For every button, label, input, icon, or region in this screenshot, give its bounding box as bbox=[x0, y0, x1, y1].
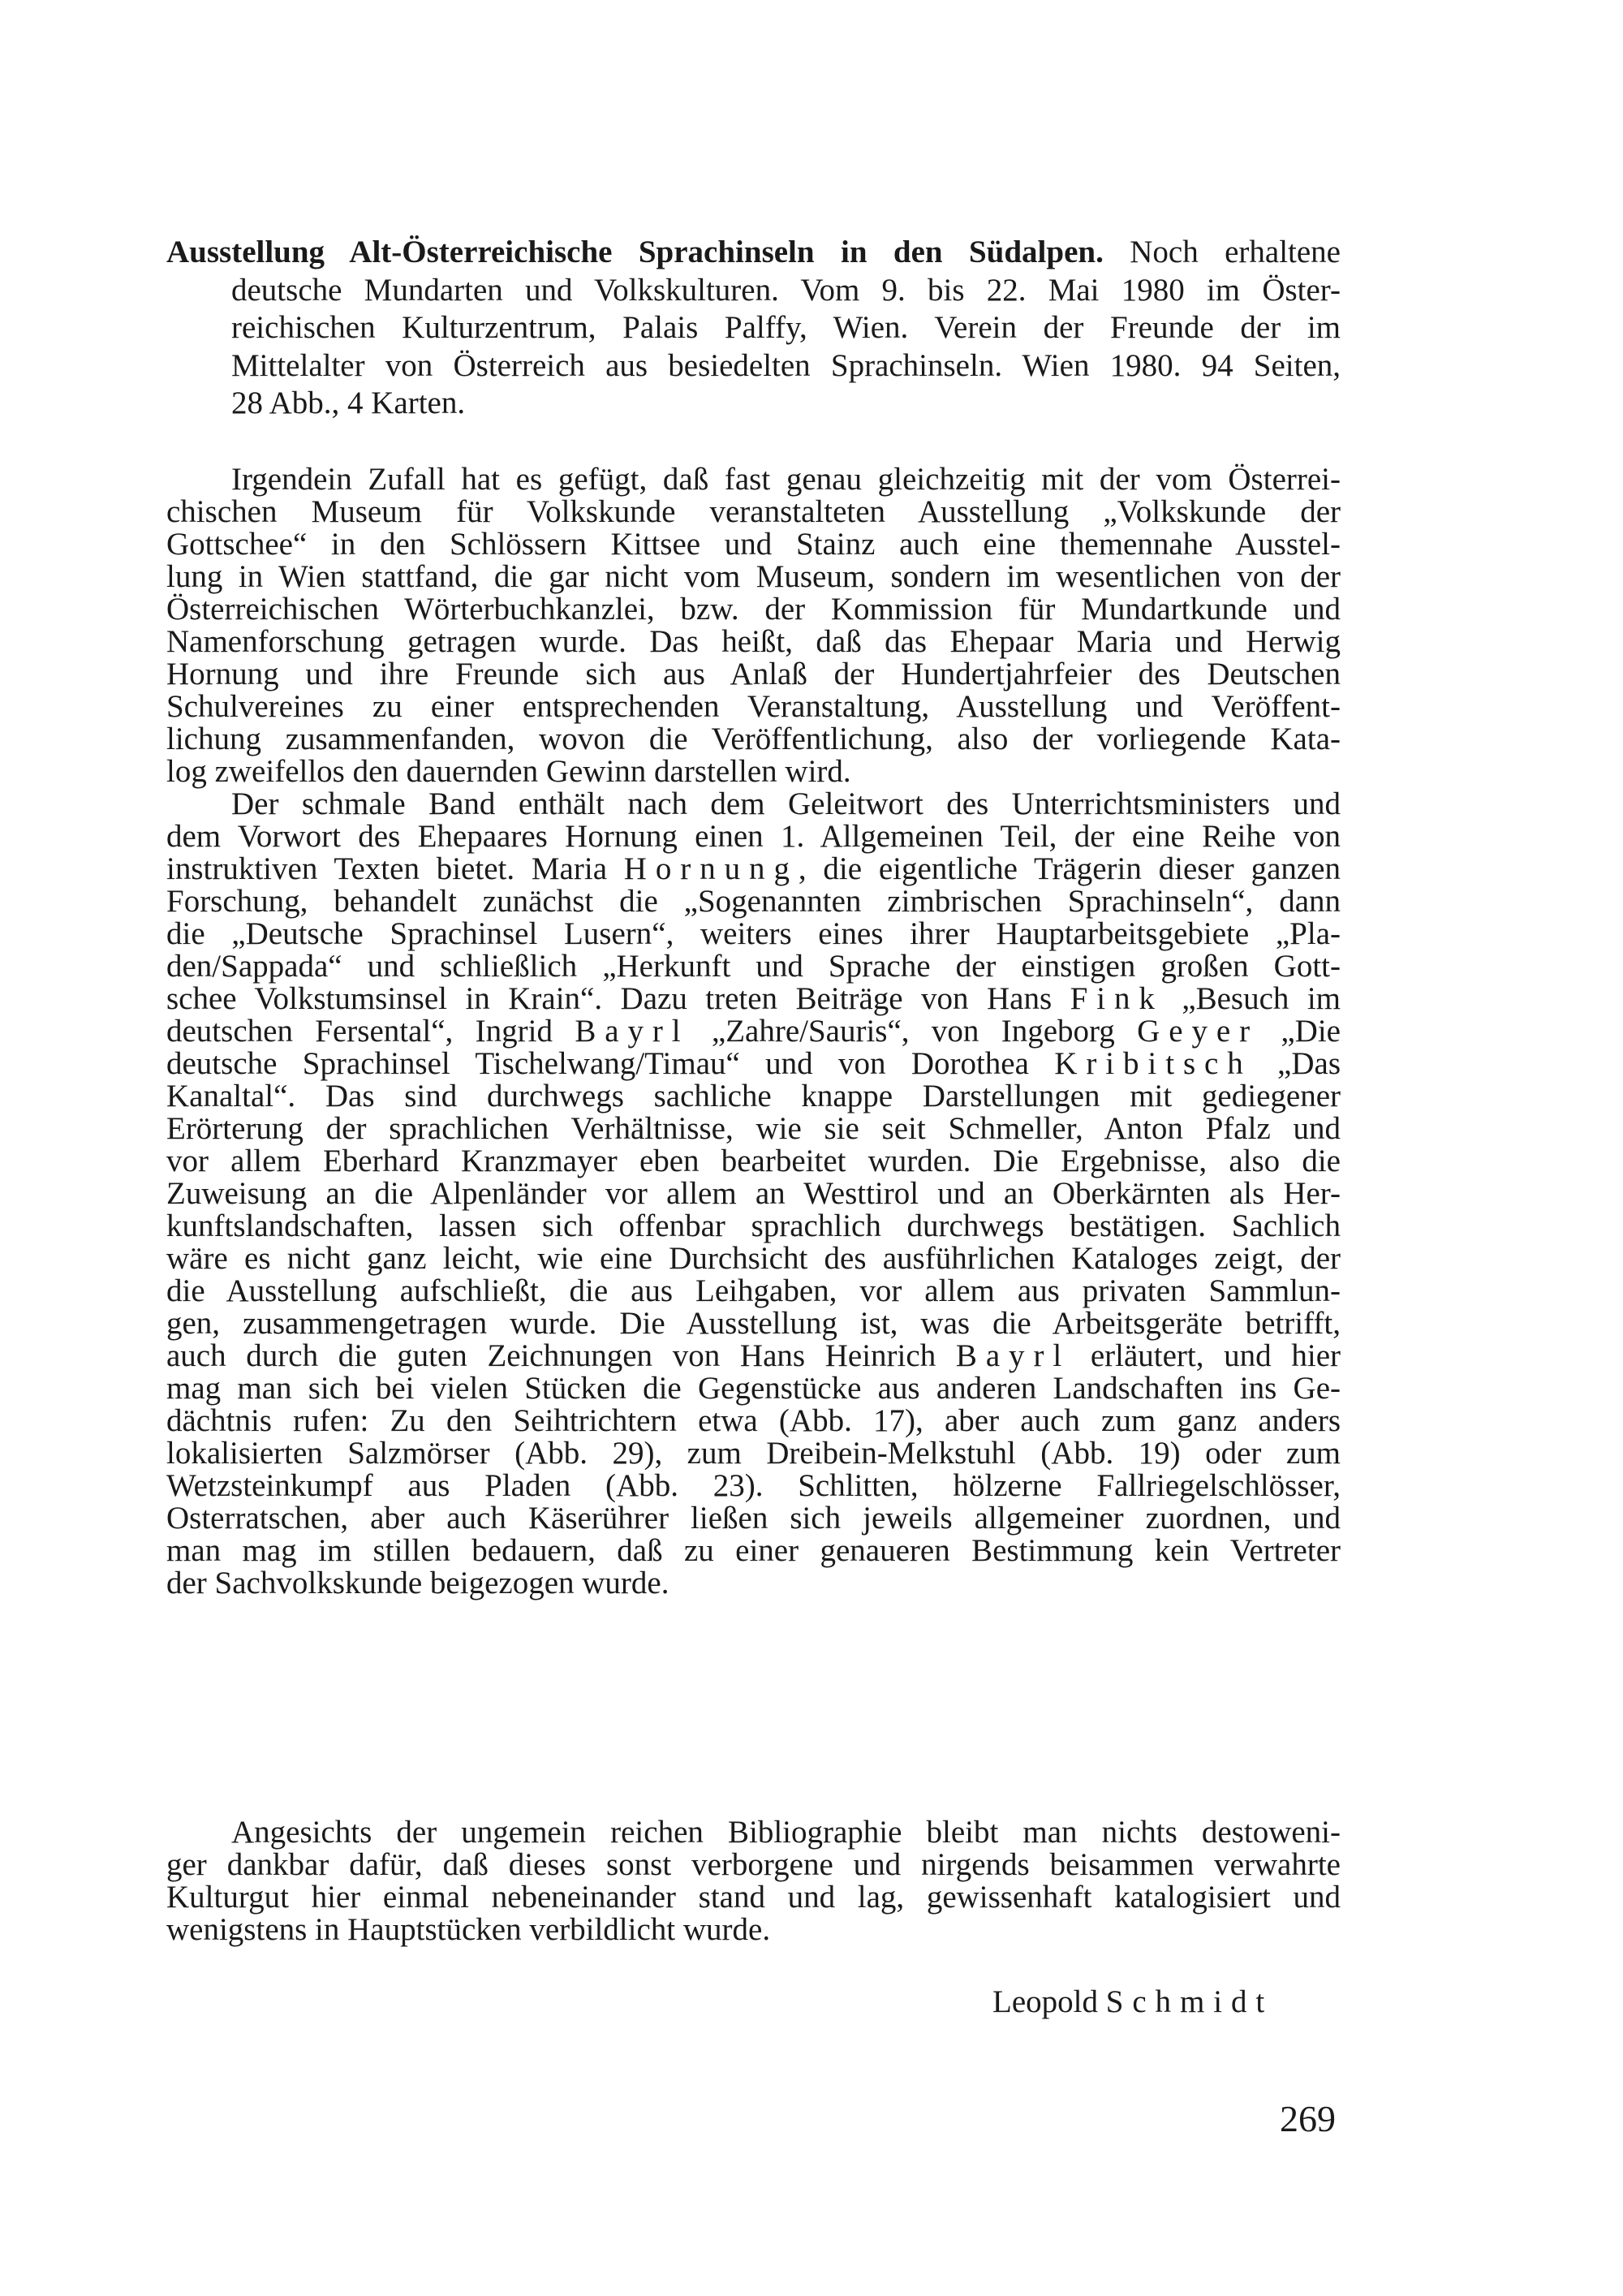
bibliographic-entry bbox=[166, 234, 1341, 423]
author-name-bayrl: Bayrl bbox=[575, 1014, 690, 1049]
text-segment: deutsche Sprachinsel Tischelwang/Timau“ und von Dorothea bbox=[166, 1046, 1055, 1081]
text-line: man mag im stillen bedauern, daß zu einer genaueren Bestimmung kein Vertreter bbox=[166, 1533, 1341, 1568]
text-segment: auch durch die guten Zeichnungen von Hans Heinrich bbox=[166, 1338, 956, 1373]
text-line: die „Deutsche Sprachinsel Lusern“, weiters eines ihrer Hauptarbeitsgebiete „Pla- bbox=[166, 916, 1341, 951]
text-line bbox=[166, 1048, 1341, 1080]
text-line bbox=[166, 853, 1341, 885]
author-name-geyer: Geyer bbox=[1137, 1014, 1259, 1049]
entry-line-3: reichischen Kulturzentrum, Palais Palffy, Wien. Verein der Freunde der im bbox=[231, 310, 1341, 345]
signature-last-name: Schmidt bbox=[1105, 1984, 1274, 2019]
text-line: Forschung, behandelt zunächst die „Sogenannten zimbrischen Sprachinseln“, dann bbox=[166, 884, 1341, 919]
text-segment: „Das bbox=[1251, 1046, 1341, 1081]
text-line: der Sachvolkskunde beigezogen wurde. bbox=[166, 1566, 669, 1600]
text-line bbox=[166, 983, 1341, 1015]
text-line: Hornung und ihre Freunde sich aus Anlaß der Hundertjahrfeier des Deutschen bbox=[166, 657, 1341, 691]
text-line: dem Vorwort des Ehepaares Hornung einen 1. Allgemeinen Teil, der eine Reihe von bbox=[166, 819, 1341, 854]
entry-line-2: deutsche Mundarten und Volkskulturen. Vom 9. bis 22. Mai 1980 im Öster- bbox=[231, 272, 1341, 308]
text-line: Erörterung der sprachlichen Verhältnisse, wie sie seit Schmeller, Anton Pfalz und bbox=[166, 1111, 1341, 1146]
text-line: chischen Museum für Volkskunde veranstalteten Ausstellung „Volkskunde der bbox=[166, 494, 1341, 529]
text-line bbox=[166, 1015, 1341, 1048]
text-line: gen, zusammengetragen wurde. Die Ausstellung ist, was die Arbeitsgeräte betrifft, bbox=[166, 1306, 1341, 1341]
text-line: Österreichischen Wörterbuchkanzlei, bzw. der Kommission für Mundartkunde und bbox=[166, 592, 1341, 627]
text-line: Angesichts der ungemein reichen Bibliographie bleibt man nichts destoweni- bbox=[231, 1815, 1341, 1850]
text-line: Zuweisung an die Alpenländer vor allem an Westtirol und an Oberkärnten als Her- bbox=[166, 1176, 1341, 1211]
signature-first-name: Leopold bbox=[992, 1984, 1106, 2019]
paragraph-1 bbox=[166, 463, 1341, 788]
text-line bbox=[166, 1340, 1341, 1372]
author-signature bbox=[992, 1986, 1273, 2018]
text-line: Schulvereines zu einer entsprechenden Veranstaltung, Ausstellung und Veröffent- bbox=[166, 689, 1341, 724]
entry-line-1 bbox=[166, 234, 1341, 272]
text-line: lichung zusammenfanden, wovon die Veröffentlichung, also der vorliegende Kata- bbox=[166, 722, 1341, 756]
text-segment: „Besuch im bbox=[1163, 981, 1341, 1016]
text-line: Osterratschen, aber auch Käserührer ließen sich jeweils allgemeiner zuordnen, und bbox=[166, 1501, 1341, 1536]
text-line: Kanaltal“. Das sind durchwegs sachliche knappe Darstellungen mit gediegener bbox=[166, 1079, 1341, 1114]
author-name-hornung: Hornung bbox=[623, 851, 799, 886]
author-name-fink: Fink bbox=[1070, 981, 1164, 1016]
text-segment: „Zahre/Sauris“, von Ingeborg bbox=[689, 1014, 1138, 1049]
text-segment: deutschen Fersental“, Ingrid bbox=[166, 1014, 575, 1049]
exhibition-title: Ausstellung Alt-Österreichische Sprachinseln in den Südalpen. bbox=[166, 235, 1104, 269]
text-line: vor allem Eberhard Kranzmayer eben bearbeitet wurden. Die Ergebnisse, also die bbox=[166, 1144, 1341, 1178]
text-line: die Ausstellung aufschließt, die aus Leihgaben, vor allem aus privaten Sammlun- bbox=[166, 1273, 1341, 1308]
entry-text: Noch erhaltene bbox=[1103, 235, 1341, 269]
illustrator-name-bayrl: Bayrl bbox=[955, 1338, 1071, 1373]
text-segment: schee Volkstumsinsel in Krain“. Dazu treten Beiträge von Hans bbox=[166, 981, 1070, 1016]
text-line: ger dankbar dafür, daß dieses sonst verborgene und nirgends beisammen verwahrte bbox=[166, 1847, 1341, 1882]
review-body bbox=[166, 463, 1341, 1600]
text-line: lung in Wien stattfand, die gar nicht vom Museum, sondern im wesentlichen von der bbox=[166, 559, 1341, 594]
text-line: Irgendein Zufall hat es gefügt, daß fast genau gleichzeitig mit der vom Österrei- bbox=[231, 462, 1341, 497]
text-line: den/Sappada“ und schließlich „Herkunft und Sprache der einstigen großen Gott- bbox=[166, 949, 1341, 984]
text-segment: , die eigentliche Trägerin dieser ganzen bbox=[798, 851, 1341, 886]
text-line: wäre es nicht ganz leicht, wie eine Durchsicht des ausführlichen Kataloges zeigt, der bbox=[166, 1241, 1341, 1276]
text-segment: erläutert, und hier bbox=[1070, 1338, 1341, 1373]
text-segment: instruktiven Texten bietet. Maria bbox=[166, 851, 624, 886]
text-line: Der schmale Band enthält nach dem Geleitwort des Unterrichtsministers und bbox=[231, 786, 1341, 821]
text-line: Kulturgut hier einmal nebeneinander stand und lag, gewissenhaft katalogisiert und bbox=[166, 1880, 1341, 1915]
text-line: wenigstens in Hauptstücken verbildlicht wurde. bbox=[166, 1912, 771, 1947]
text-line: Gottschee“ in den Schlössern Kittsee und Stainz auch eine themennahe Ausstel- bbox=[166, 527, 1341, 562]
text-line: dächtnis rufen: Zu den Seihtrichtern etwa (Abb. 17), aber auch zum ganz anders bbox=[166, 1403, 1341, 1438]
text-line: mag man sich bei vielen Stücken die Gegenstücke aus anderen Landschaften ins Ge- bbox=[166, 1371, 1341, 1406]
text-line: kunftslandschaften, lassen sich offenbar sprachlich durchwegs bestätigen. Sachlich bbox=[166, 1208, 1341, 1243]
text-line: Wetzsteinkumpf aus Pladen (Abb. 23). Schlitten, hölzerne Fallriegelschlösser, bbox=[166, 1468, 1341, 1503]
entry-line-4: Mittelalter von Österreich aus besiedelten Sprachinseln. Wien 1980. 94 Seiten, bbox=[231, 347, 1341, 383]
page-number: 269 bbox=[1280, 2098, 1336, 2139]
author-name-kribitsch: Kribitsch bbox=[1054, 1046, 1252, 1081]
text-segment: „Die bbox=[1259, 1014, 1341, 1049]
text-line: lokalisierten Salzmörser (Abb. 29), zum Dreibein-Melkstuhl (Abb. 19) oder zum bbox=[166, 1436, 1341, 1471]
paragraph-2 bbox=[166, 788, 1341, 1600]
entry-line-5: 28 Abb., 4 Karten. bbox=[231, 386, 466, 420]
text-line: log zweifellos den dauernden Gewinn darstellen wird. bbox=[166, 754, 851, 789]
paragraph-3 bbox=[166, 1816, 1341, 1946]
text-line: Namenforschung getragen wurde. Das heißt, daß das Ehepaar Maria und Herwig bbox=[166, 624, 1341, 659]
